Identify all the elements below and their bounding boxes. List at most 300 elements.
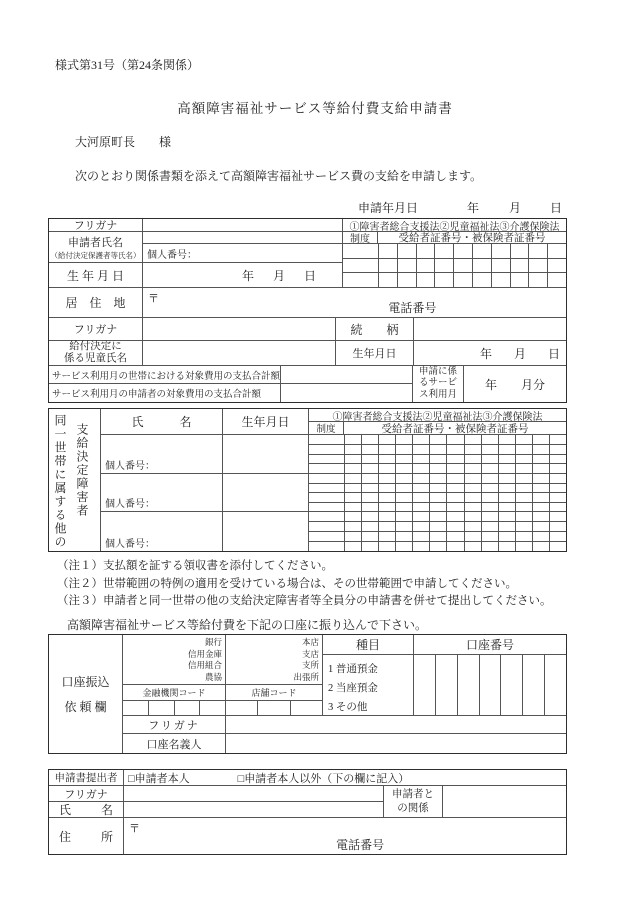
digit-cell[interactable] [481,512,498,521]
digit-cell[interactable] [361,493,378,502]
submitter-table [48,769,567,855]
digit-cell[interactable] [515,522,532,531]
digit-cell[interactable] [491,244,510,258]
digit-cell[interactable] [549,542,566,551]
system-entry-cell[interactable] [309,445,345,454]
digit-cell[interactable] [472,259,491,273]
digit-cell[interactable] [491,273,510,287]
grid-row [309,474,566,483]
member-birth-field[interactable] [223,474,309,512]
digit-cell[interactable] [446,532,463,541]
digit-cell[interactable] [345,512,361,521]
digit-cell[interactable] [378,542,395,551]
digit-cell[interactable] [397,259,416,273]
digit-cell[interactable] [481,474,498,483]
digit-cell[interactable] [532,455,549,464]
digit-cell[interactable] [446,493,463,502]
system-entry-cell[interactable] [309,493,345,502]
digit-cell[interactable] [464,464,481,473]
digit-cell[interactable] [498,435,515,444]
digit-cell[interactable] [416,273,435,287]
intro-sentence: 次のとおり関係書類を添えて高額障害福祉サービス費の支給を申請します。 [75,169,483,183]
digit-cell[interactable] [549,445,566,454]
branch-type-branch: 支店 [301,648,319,659]
digit-cell[interactable] [481,455,498,464]
digit-cell[interactable] [464,503,481,512]
system-entry-cell[interactable] [309,474,345,483]
grid-row [309,531,566,541]
digit-cell[interactable] [414,655,435,715]
digit-cell[interactable] [549,464,566,473]
system-entry-cell[interactable] [309,503,345,512]
digit-cell[interactable] [345,484,361,493]
digit-cell[interactable] [361,512,378,521]
child-furigana-label: フリガナ [49,318,143,341]
system-header: 制度 [343,232,378,244]
digit-cell[interactable] [429,512,446,521]
digit-cell[interactable] [515,455,532,464]
digit-cell[interactable] [412,503,429,512]
digit-cell[interactable] [379,244,397,258]
bank-code-label: 金融機関コード [123,685,226,701]
checkbox-option-self[interactable]: □申請者本人 [128,772,190,785]
digit-cell[interactable] [429,503,446,512]
digit-cell[interactable] [378,455,395,464]
phone-label: 電話番号 [388,301,437,315]
digit-cell[interactable] [498,512,515,521]
digit-cell[interactable] [532,484,549,493]
digit-cell[interactable] [397,244,416,258]
digit-cell[interactable] [429,474,446,483]
service-month-field[interactable]: 年 月分 [484,377,545,392]
digit-cell[interactable] [395,532,412,541]
digit-cell[interactable] [412,484,429,493]
digit-cell[interactable] [412,464,429,473]
digit-cell[interactable] [429,464,446,473]
digit-cell[interactable] [395,474,412,483]
digit-cell[interactable] [464,484,481,493]
digit-cell[interactable] [532,532,549,541]
digit-cell[interactable] [148,701,174,715]
applicant-name-field[interactable] [143,232,343,244]
digit-cell[interactable] [429,455,446,464]
system-entry-cell[interactable] [343,244,379,258]
digit-cell[interactable] [345,435,361,444]
digit-cell[interactable] [361,445,378,454]
bank-type-shinkin: 信用金庫 [187,648,222,659]
digit-cell[interactable] [549,474,566,483]
digit-cell[interactable] [532,445,549,454]
digit-cell[interactable] [416,259,435,273]
member-name-field[interactable] [101,512,223,551]
applicant-address-field[interactable] [143,288,566,318]
member-name-field[interactable] [101,474,223,512]
member-birth-field[interactable] [223,435,309,474]
transfer-request-label [49,635,123,753]
digit-cell[interactable] [532,522,549,531]
digit-cell[interactable] [515,503,532,512]
grid-row [343,272,566,287]
digit-cell[interactable] [378,445,395,454]
digit-cell[interactable] [446,542,463,551]
submitter-address-field[interactable] [124,818,566,854]
digit-cell[interactable] [199,701,225,715]
grid-row [309,483,566,493]
digit-cell[interactable] [464,522,481,531]
day-unit: 日 [550,201,563,215]
digit-cell[interactable] [498,455,515,464]
digit-cell[interactable] [378,474,395,483]
submitter-relation-field[interactable] [443,786,566,818]
submitter-label: 申請書提出者 [49,770,124,786]
account-type-header: 種目 [323,635,414,655]
digit-cell[interactable] [361,474,378,483]
digit-cell[interactable] [429,435,446,444]
applicant-personal-number-field[interactable] [143,244,343,263]
digit-cell[interactable] [361,542,378,551]
digit-cell[interactable] [429,522,446,531]
submitter-furigana-field[interactable] [124,786,384,802]
digit-cell[interactable] [345,455,361,464]
digit-cell[interactable] [547,273,566,287]
digit-cell[interactable] [464,455,481,464]
digit-cell[interactable] [532,464,549,473]
branch-name-field[interactable] [226,635,323,685]
household-vertical-label-inner: 支給決定障害者 [75,423,89,518]
digit-cell[interactable] [481,493,498,502]
digit-cell[interactable] [498,532,515,541]
digit-cell[interactable] [549,512,566,521]
digit-cell[interactable] [528,259,547,273]
member-birth-field[interactable] [223,512,309,551]
digit-cell[interactable] [549,455,566,464]
grid-row [309,463,566,473]
page-title: 高額障害福祉サービス等給付費支給申請書 [177,101,453,116]
digit-cell[interactable] [412,455,429,464]
system-entry-cell[interactable] [309,435,345,444]
grid-row [343,258,566,273]
digit-cell[interactable] [361,532,378,541]
digit-cell[interactable] [446,503,463,512]
digit-cell[interactable] [429,542,446,551]
digit-cell[interactable] [453,259,472,273]
digit-cell[interactable] [544,655,566,715]
service-month-label [413,366,464,402]
child-name-label-l1: 給付決定に [69,340,122,352]
digit-cell[interactable] [532,542,549,551]
digit-cell[interactable] [481,503,498,512]
digit-cell[interactable] [481,464,498,473]
digit-cell[interactable] [481,445,498,454]
grid-row [309,444,566,454]
digit-cell[interactable] [453,273,472,287]
form-number: 様式第31号（第24条関係） [55,58,200,72]
digit-cell[interactable] [429,532,446,541]
digit-cell[interactable] [378,532,395,541]
digit-cell[interactable] [549,532,566,541]
digit-cell[interactable] [464,445,481,454]
digit-cell[interactable] [416,244,435,258]
digit-cell[interactable] [464,474,481,483]
digit-cell[interactable] [515,493,532,502]
day-unit: 日 [547,346,560,361]
grid-row [414,655,566,715]
digit-cell[interactable] [378,503,395,512]
system-entry-cell[interactable] [343,259,379,273]
member-name-field[interactable] [101,435,223,474]
account-type-other: 3 その他 [328,702,368,713]
digit-cell[interactable] [379,259,397,273]
child-birth-field[interactable] [414,341,566,366]
member-cert-number-grid [309,474,566,512]
digit-cell[interactable] [500,655,522,715]
notes-block [57,558,552,611]
checkbox-option-other[interactable]: □申請者本人以外（下の欄に記入） [237,772,410,785]
system-entry-cell[interactable] [309,522,345,531]
digit-cell[interactable] [412,493,429,502]
digit-cell[interactable] [361,455,378,464]
digit-cell[interactable] [481,532,498,541]
digit-cell[interactable] [429,484,446,493]
digit-cell[interactable] [378,493,395,502]
digit-cell[interactable] [446,435,463,444]
digit-cell[interactable] [257,701,289,715]
bank-name-field[interactable] [123,635,226,685]
laws-header: ①障害者総合支援法②児童福祉法③介護保険法 [309,409,566,422]
digit-cell[interactable] [498,474,515,483]
digit-cell[interactable] [435,655,457,715]
digit-cell[interactable] [549,435,566,444]
digit-cell[interactable] [549,493,566,502]
bank-type-bank: 銀行 [204,637,222,647]
digit-cell[interactable] [412,522,429,531]
system-entry-cell[interactable] [309,512,345,521]
branch-type-office: 支所 [301,660,319,670]
digit-cell[interactable] [510,259,529,273]
digit-cell[interactable] [290,701,322,715]
transfer-request-label-l1: 口座振込 [61,675,110,689]
digit-cell[interactable] [395,464,412,473]
digit-cell[interactable] [532,493,549,502]
digit-cell[interactable] [498,542,515,551]
digit-cell[interactable] [395,522,412,531]
digit-cell[interactable] [464,493,481,502]
digit-cell[interactable] [378,435,395,444]
digit-cell[interactable] [446,445,463,454]
digit-cell[interactable] [472,244,491,258]
applicant-furigana-field[interactable] [143,219,343,232]
digit-cell[interactable] [378,464,395,473]
digit-cell[interactable] [498,522,515,531]
digit-cell[interactable] [510,244,529,258]
digit-cell[interactable] [515,474,532,483]
system-entry-cell[interactable] [309,455,345,464]
digit-cell[interactable] [446,512,463,521]
digit-cell[interactable] [528,244,547,258]
digit-cell[interactable] [361,503,378,512]
digit-cell[interactable] [412,445,429,454]
digit-cell[interactable] [522,655,544,715]
bank-code-grid [123,701,226,716]
digit-cell[interactable] [481,484,498,493]
digit-cell[interactable] [549,503,566,512]
digit-cell[interactable] [515,464,532,473]
relation-field[interactable] [414,318,566,341]
digit-cell[interactable] [498,503,515,512]
submitter-relation-label-l2: の関係 [397,802,429,814]
household-total-label: サービス利用月の世帯における対象費用の支払合計額 [49,366,281,384]
digit-cell[interactable] [345,503,361,512]
household-total-field[interactable] [281,366,413,384]
digit-cell[interactable] [547,259,566,273]
submitter-options [124,770,566,786]
digit-cell[interactable] [532,503,549,512]
system-entry-cell[interactable] [309,464,345,473]
account-holder-field[interactable] [226,734,566,753]
household-members-table [48,408,567,552]
service-month-label-l1: 申請に係 [418,366,457,377]
digit-cell[interactable] [498,484,515,493]
system-entry-cell[interactable] [309,484,345,493]
digit-cell[interactable] [532,474,549,483]
grid-row [309,435,566,444]
digit-cell[interactable] [434,244,453,258]
digit-cell[interactable] [481,522,498,531]
digit-cell[interactable] [361,484,378,493]
system-entry-cell[interactable] [309,532,345,541]
digit-cell[interactable] [345,445,361,454]
digit-cell[interactable] [397,273,416,287]
digit-cell[interactable] [515,512,532,521]
account-type-options[interactable] [323,655,414,716]
digit-cell[interactable] [174,701,200,715]
digit-cell[interactable] [123,701,148,715]
digit-cell[interactable] [226,701,257,715]
digit-cell[interactable] [547,244,566,258]
digit-cell[interactable] [361,464,378,473]
digit-cell[interactable] [491,259,510,273]
digit-cell[interactable] [515,435,532,444]
applicant-total-label: サービス利用月の申請者の対象費用の支払合計額 [49,384,281,402]
digit-cell[interactable] [446,464,463,473]
service-month-label-l3: ス利用月 [418,389,457,400]
digit-cell[interactable] [457,655,479,715]
digit-cell[interactable] [378,512,395,521]
digit-cell[interactable] [446,455,463,464]
account-number-grid [414,655,566,716]
digit-cell[interactable] [453,244,472,258]
digit-cell[interactable] [446,474,463,483]
digit-cell[interactable] [345,493,361,502]
day-unit: 日 [303,268,316,283]
transfer-table [48,634,567,754]
digit-cell[interactable] [510,273,529,287]
digit-cell[interactable] [395,455,412,464]
digit-cell[interactable] [345,474,361,483]
digit-cell[interactable] [464,542,481,551]
digit-cell[interactable] [395,484,412,493]
digit-cell[interactable] [481,542,498,551]
digit-cell[interactable] [412,474,429,483]
digit-cell[interactable] [395,445,412,454]
applicant-birth-field[interactable] [143,263,343,288]
digit-cell[interactable] [434,259,453,273]
digit-cell[interactable] [532,512,549,521]
child-furigana-field[interactable] [143,318,336,341]
account-furigana-field[interactable] [226,716,566,734]
digit-cell[interactable] [464,512,481,521]
digit-cell[interactable] [528,273,547,287]
member-name-header: 氏 名 [101,409,223,435]
child-name-label-l2: 係る児童氏名 [64,353,127,364]
digit-cell[interactable] [464,532,481,541]
digit-cell[interactable] [412,542,429,551]
digit-cell[interactable] [481,435,498,444]
branch-type-suboffice: 出張所 [293,671,319,682]
digit-cell[interactable] [412,532,429,541]
digit-cell[interactable] [498,445,515,454]
system-header: 制度 [309,422,344,435]
digit-cell[interactable] [345,522,361,531]
personal-number-label: 個人番号： [105,461,155,472]
digit-cell[interactable] [515,445,532,454]
address-label: 居 住 地 [49,288,143,318]
digit-cell[interactable] [379,273,397,287]
digit-cell[interactable] [345,532,361,541]
digit-cell[interactable] [479,655,501,715]
digit-cell[interactable] [395,493,412,502]
submitter-name-field[interactable] [124,802,384,818]
digit-cell[interactable] [429,445,446,454]
digit-cell[interactable] [472,273,491,287]
digit-cell[interactable] [515,484,532,493]
digit-cell[interactable] [429,493,446,502]
digit-cell[interactable] [345,464,361,473]
digit-cell[interactable] [378,522,395,531]
system-entry-cell[interactable] [343,273,379,287]
digit-cell[interactable] [515,532,532,541]
digit-cell[interactable] [395,542,412,551]
digit-cell[interactable] [498,493,515,502]
child-birth-label: 生年月日 [336,341,414,366]
grid-row [309,541,566,551]
digit-cell[interactable] [549,522,566,531]
digit-cell[interactable] [395,435,412,444]
digit-cell[interactable] [515,542,532,551]
note-3: （注３）申請者と同一世帯の他の支給決定障害者等全員分の申請書を併せて提出してください。 [57,595,552,607]
digit-cell[interactable] [395,512,412,521]
digit-cell[interactable] [446,522,463,531]
submitter-name-label [49,802,124,818]
digit-cell[interactable] [434,273,453,287]
digit-cell[interactable] [446,484,463,493]
digit-cell[interactable] [412,512,429,521]
system-entry-cell[interactable] [309,542,345,551]
child-name-field[interactable] [143,341,336,366]
digit-cell[interactable] [498,464,515,473]
digit-cell[interactable] [412,435,429,444]
digit-cell[interactable] [361,435,378,444]
digit-cell[interactable] [532,435,549,444]
furigana-label: フリガナ [49,219,143,232]
digit-cell[interactable] [345,542,361,551]
digit-cell[interactable] [395,503,412,512]
digit-cell[interactable] [549,484,566,493]
digit-cell[interactable] [464,435,481,444]
applicant-total-field[interactable] [281,384,413,402]
digit-cell[interactable] [361,522,378,531]
digit-cell[interactable] [378,484,395,493]
